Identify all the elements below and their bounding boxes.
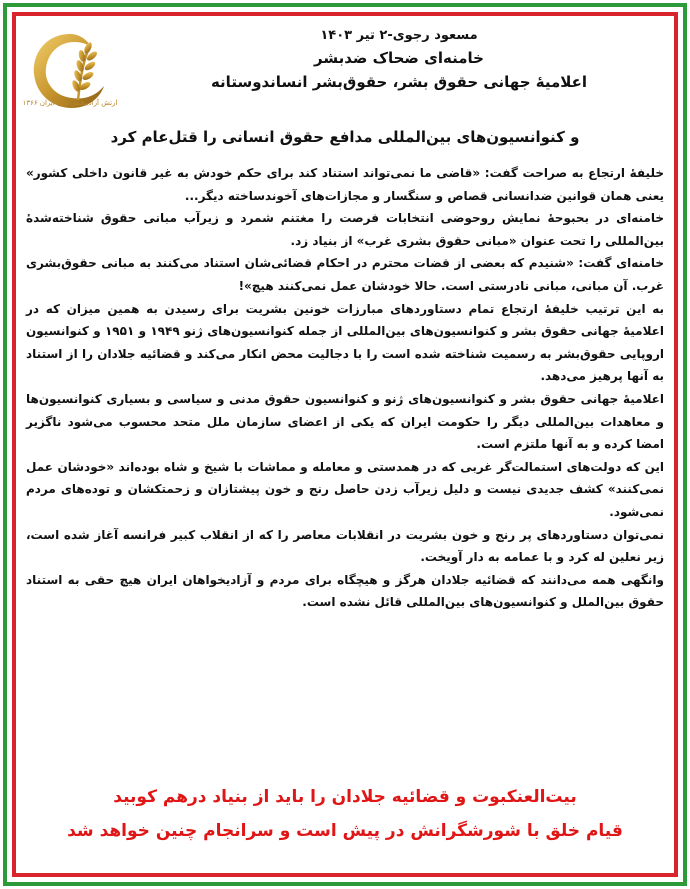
title-line-3: و کنوانسیون‌های بین‌المللی مدافع حقوق انسانی را قتل‌عام کرد [110,128,580,146]
paragraph-5: اعلامیهٔ جهانی حقوق بشر و کنوانسیون‌های ژنو و کنوانسیون حقوق مدنی و سیاسی و بسیاری کنوانسیون‌ها و معاهدات بین‌المللی دیگر را حکومت ایران که یکی از اعضای سازمان ملل متحد محسوب می‌شود ناگزیر امضا کرده و به آنها ملتزم است. [26,391,664,452]
paragraph-7: نمی‌توان دستاوردهای پر رنج و خون بشریت در انقلابات معاصر را که از انقلاب کبیر فرانسه آغاز شده است، زیر نعلین له کرد و با عمامه به دار آویخت. [26,527,664,565]
paragraph-8: وانگهی همه می‌دانند که قضائیه جلادان هرگز و هیچگاه برای مردم و آزادیخواهان ایران هیچ حقی به استناد حقوق بین‌الملل و کنوانسیون‌های بین‌المللی قائل نشده است. [26,572,664,610]
paragraph-2: خامنه‌ای در بحبوحهٔ نمایش روحوضی انتخابات فرصت را مغتنم شمرد و زیرآب مبانی حقوق شناخته‌شدهٔ بین‌المللی را تحت عنوان «مبانی حقوق بشری غرب» از بنیاد زد. [26,211,664,248]
paragraph-6: این که دولت‌های استمالت‌گر غربی که در همدستی و معامله و مماشات با شیخ و شاه بوده‌اند «خودشان عمل نمی‌کنند» کشف جدیدی نیست و دلیل زیرآب زدن حاصل رنج و خون پیشتازان و زحمتکشان و توده‌های مردم نمی‌شود. [26,459,664,519]
paragraph-4: به این ترتیب خلیفهٔ ارتجاع تمام دستاوردهای مبارزات خونین بشریت برای رسیدن به همین میزان که در اعلامیهٔ جهانی حقوق بشر و کنوانسیون‌های بین‌المللی از جمله کنوانسیون‌های ژنو ۱۹۴۹ و ۱۹۵۱ و کنوانسیون اروپایی حقوق‌بشر به رسمیت شناخته شده است را با دجالیت محض انکار می‌کند و قضائیه جلادان را از استناد به آنها پرهیز می‌دهد. [26,301,664,384]
paragraph-3: خامنه‌ای گفت: «شنیدم که بعضی از قضات محترم در احکام قضائی‌شان استناد می‌کنند به مبانی حقوق‌بشری غرب. آن مبانی، مبانی نادرستی است. حالا خودشان عمل نمی‌کنند هیچ»! [26,256,664,293]
article-header [130,28,668,97]
logo-caption: ارتش آزادیبخش ملی ایران ۱۳۶۶ [22,99,118,107]
title-line-1: خامنه‌ای ضحاک ضدبشر [314,49,484,67]
slogans [22,780,668,848]
paragraph-1: خلیفهٔ ارتجاع به صراحت گفت: «قاضی ما نمی‌تواند استناد کند برای حکم خودش به غیر قانون داخلی کشور» یعنی همان قوانین ضدانسانی قصاص و سنگسار و مجازات‌های آخوندساخته دیگر... [26,166,664,203]
title-line-2: اعلامیهٔ جهانی حقوق بشر، حقوق‌بشر انساندوستانه [210,73,588,91]
article-body [26,162,664,614]
byline: مسعود رجوی-۲ تیر ۱۴۰۳ [320,28,478,43]
slogan-1: بیت‌العنکبوت و قضائیه جلادان را باید از بنیاد درهم کوبید [113,787,577,807]
slogan-2: قیام خلق با شورشگرانش در پیش است و سرانجام چنین خواهد شد [67,821,623,841]
